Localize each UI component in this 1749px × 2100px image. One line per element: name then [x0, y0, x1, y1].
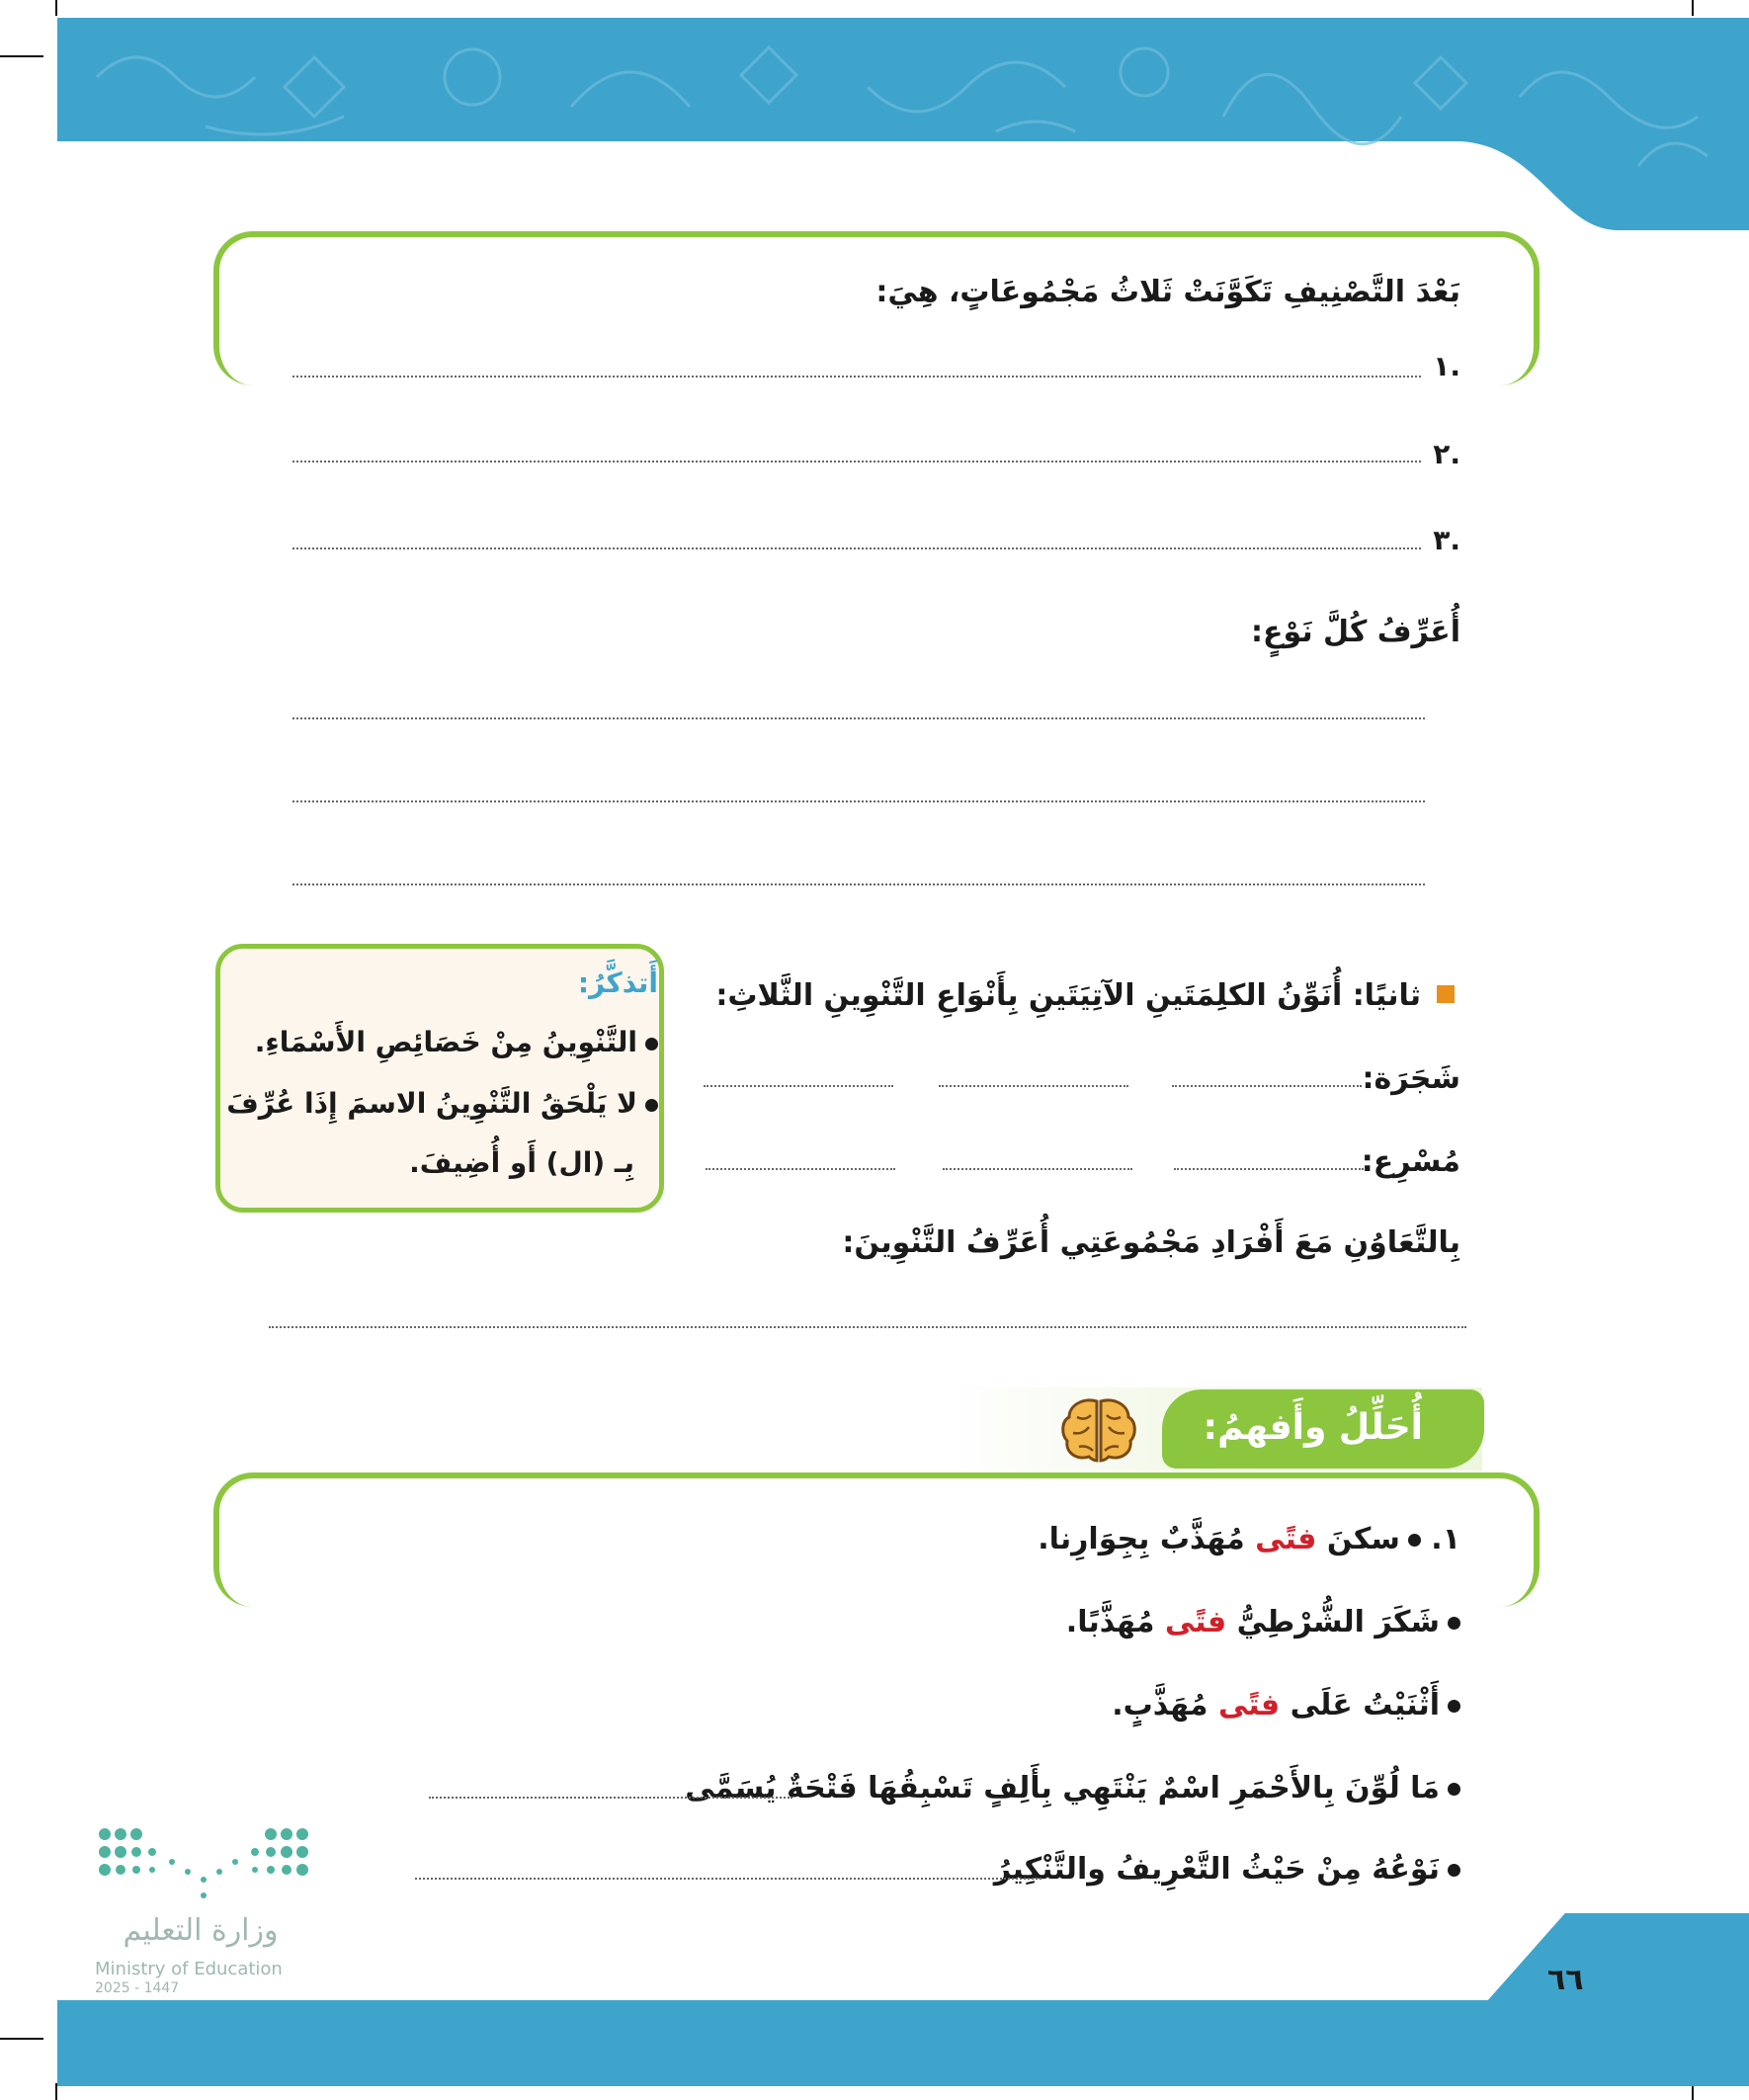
answer-line[interactable]	[292, 800, 1425, 802]
answer-line[interactable]	[292, 461, 1421, 462]
orange-square-icon	[1437, 985, 1455, 1003]
page-number: ٦٦	[1547, 1963, 1584, 1997]
footer-tab	[1486, 1913, 1749, 2002]
word-musri: مُسْرِع:	[1361, 1144, 1460, 1179]
item-number: ٢.	[1433, 438, 1460, 470]
sentence-3: أَثْنَيْتُ عَلَى فتًى مُهَذَّبٍ.	[1112, 1688, 1460, 1722]
footer-band	[57, 2000, 1749, 2086]
reminder-line-3: بِـ (ال) أَو أُضِيفَ.	[409, 1146, 634, 1179]
crop-mark	[0, 55, 43, 57]
ministry-name-en: Ministry of Education	[95, 1959, 283, 1979]
bullet-icon	[645, 1099, 658, 1112]
reminder-title: أَتذكَّرُ:	[577, 966, 658, 999]
ministry-year: 2025 - 1447	[95, 1980, 180, 1996]
answer-line[interactable]	[292, 376, 1421, 378]
ministry-logo-dots	[95, 1824, 312, 1903]
bullet-icon	[1448, 1700, 1460, 1713]
answer-line[interactable]	[943, 1168, 1132, 1170]
sentence-1: ١. سكنَ فتًى مُهَذَّبٌ بِجِوَارِنا.	[1038, 1522, 1460, 1556]
analyze-title: أُحَلِّلُ وأَفهمُ:	[1203, 1407, 1423, 1448]
header-pattern	[57, 18, 1749, 230]
bullet-icon	[645, 1038, 658, 1050]
answer-line[interactable]	[706, 1168, 895, 1170]
reminder-line-1: التَّنْوِينُ مِنْ خَصَائِصِ الأَسْمَاءِ.	[255, 1026, 658, 1058]
define-heading: أُعَرِّفُ كُلَّ نَوْعٍ:	[1251, 615, 1460, 649]
reminder-line-2: لا يَلْحَقُ التَّنْوِينُ الاسمَ إِذَا عُرِّفَ	[226, 1087, 658, 1120]
question-2: نَوْعُهُ مِنْ حَيْثُ التَّعْرِيفُ والتَّنْكِيرُ	[994, 1852, 1460, 1887]
answer-line[interactable]	[1174, 1168, 1364, 1170]
answer-line[interactable]	[269, 1326, 1466, 1328]
bullet-icon	[1448, 1864, 1460, 1877]
answer-line[interactable]	[292, 883, 1425, 885]
bullet-icon	[1448, 1617, 1460, 1630]
word-shajara: شَجَرَة:	[1362, 1061, 1460, 1096]
ministry-name-ar: وزارة التعليم	[123, 1913, 279, 1948]
answer-line[interactable]	[704, 1085, 893, 1087]
header-band	[57, 18, 1749, 230]
answer-line[interactable]	[292, 717, 1425, 719]
sentence-2: شَكَرَ الشُّرْطِيُّ فتًى مُهَذَّبًا.	[1066, 1605, 1460, 1639]
classification-intro: بَعْدَ التَّصْنِيفِ تَكَوَّنَتْ ثَلاثُ مَجْمُوعَاتٍ، هِيَ:	[875, 275, 1460, 309]
crop-mark	[0, 2038, 43, 2040]
answer-line[interactable]	[939, 1085, 1128, 1087]
crop-mark	[1692, 0, 1694, 16]
crop-mark	[55, 0, 57, 16]
bullet-icon	[1448, 1783, 1460, 1796]
item-number: ٣.	[1433, 524, 1460, 556]
section2-heading: ثانيًا: أُنَوِّنُ الكلِمَتَينِ الآتِيَتَينِ بِأَنْوَاعِ التَّنْوِينِ الثَّلاثِ:	[715, 978, 1421, 1013]
highlight-word: فتًى	[1255, 1522, 1317, 1556]
answer-line[interactable]	[1172, 1085, 1362, 1087]
item-number: ١.	[1433, 350, 1460, 382]
answer-line[interactable]	[292, 547, 1421, 549]
item-number: ١.	[1431, 1522, 1460, 1556]
answer-line[interactable]	[415, 1878, 1041, 1880]
bullet-icon	[1408, 1534, 1421, 1547]
cooperate-prompt: بِالتَّعَاوُنِ مَعَ أَفْرَادِ مَجْمُوعَتِي أُعَرِّفُ التَّنْوِينَ:	[842, 1225, 1460, 1260]
brain-icon	[1059, 1395, 1138, 1465]
highlight-word: فتًى	[1164, 1605, 1227, 1639]
answer-line[interactable]	[429, 1797, 792, 1799]
highlight-word: فتًى	[1217, 1688, 1281, 1722]
question-1: مَا لُوِّنَ بِالأَحْمَرِ اسْمٌ يَنْتَهِي بِأَلِفٍ تَسْبِقُهَا فَتْحَةٌ يُسَمَّى	[685, 1771, 1460, 1806]
